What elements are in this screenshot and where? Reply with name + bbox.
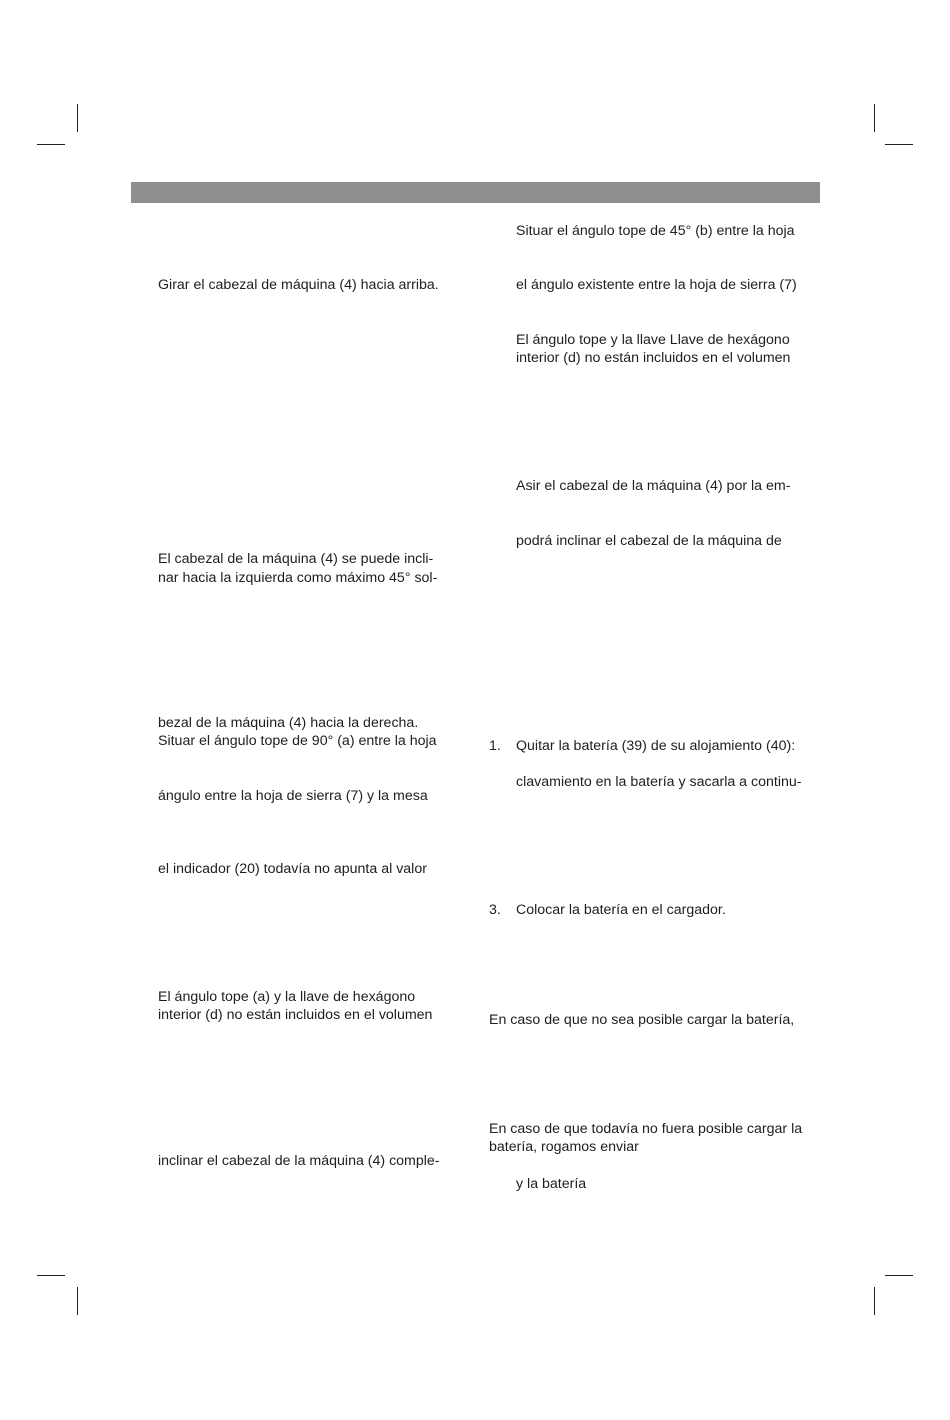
crop-mark-top-left-vertical: [77, 104, 78, 132]
right-paragraph-1: Situar el ángulo tope de 45° (b) entre la hoja: [516, 223, 795, 239]
section-header-bar: [131, 182, 820, 203]
crop-mark-top-right-vertical: [874, 104, 875, 132]
crop-mark-bottom-right-vertical: [874, 1287, 875, 1315]
right-paragraph-4: Asir el cabezal de la máquina (4) por la em-: [516, 478, 791, 494]
crop-mark-bottom-right-horizontal: [885, 1275, 913, 1276]
left-paragraph-7: inclinar el cabezal de la máquina (4) comple-: [158, 1153, 440, 1169]
left-paragraph-3-line-1: bezal de la máquina (4) hacia la derecha.: [158, 715, 419, 731]
right-paragraph-6: En caso de que no sea posible cargar la batería,: [489, 1012, 795, 1028]
step-3-text: Colocar la batería en el cargador.: [516, 902, 726, 918]
right-paragraph-3-line-2: interior (d) no están incluidos en el volumen: [516, 350, 791, 366]
crop-mark-top-left-horizontal: [37, 144, 65, 145]
right-paragraph-3-line-1: El ángulo tope y la llave Llave de hexágono: [516, 332, 790, 348]
left-paragraph-2-line-1: El cabezal de la máquina (4) se puede incli-: [158, 551, 434, 567]
left-paragraph-1: Girar el cabezal de máquina (4) hacia arriba.: [158, 277, 439, 293]
right-paragraph-2: el ángulo existente entre la hoja de sierra (7): [516, 277, 797, 293]
step-3-number: 3.: [489, 902, 501, 918]
step-1-number: 1.: [489, 738, 501, 754]
left-paragraph-6-line-1: El ángulo tope (a) y la llave de hexágono: [158, 989, 416, 1005]
step-1-text: Quitar la batería (39) de su alojamiento (40):: [516, 738, 796, 754]
left-paragraph-3-line-2: Situar el ángulo tope de 90° (a) entre la hoja: [158, 733, 437, 749]
left-paragraph-6-line-2: interior (d) no están incluidos en el volumen: [158, 1007, 433, 1023]
crop-mark-bottom-left-horizontal: [37, 1275, 65, 1276]
right-paragraph-7-line-2: batería, rogamos enviar: [489, 1139, 639, 1155]
step-1-continuation: clavamiento en la batería y sacarla a continu-: [516, 774, 802, 790]
crop-mark-top-right-horizontal: [885, 144, 913, 145]
left-paragraph-2-line-2: nar hacia la izquierda como máximo 45° sol-: [158, 570, 438, 586]
right-paragraph-8: y la batería: [516, 1176, 587, 1192]
left-paragraph-4: ángulo entre la hoja de sierra (7) y la mesa: [158, 788, 428, 804]
crop-mark-bottom-left-vertical: [77, 1287, 78, 1315]
right-paragraph-7-line-1: En caso de que todavía no fuera posible cargar la: [489, 1121, 803, 1137]
left-paragraph-5: el indicador (20) todavía no apunta al valor: [158, 861, 427, 877]
right-paragraph-5: podrá inclinar el cabezal de la máquina de: [516, 533, 782, 549]
